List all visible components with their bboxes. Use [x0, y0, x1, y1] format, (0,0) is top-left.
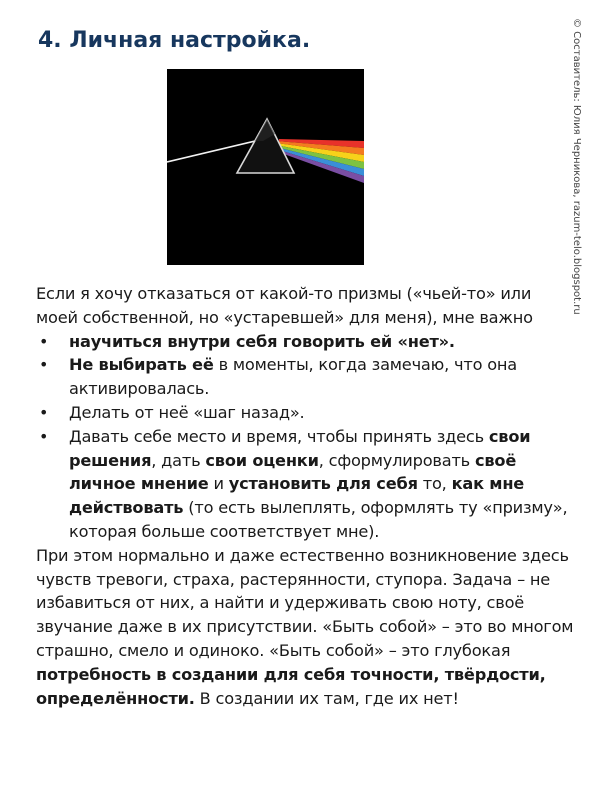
- bold-phrase: научиться внутри себя говорить ей «нет».: [69, 331, 455, 351]
- bold-phrase: свои решения: [69, 426, 531, 470]
- text-span: , дать: [151, 450, 206, 470]
- prism-image: [167, 69, 364, 265]
- text-span: , сформулировать: [318, 450, 475, 470]
- bold-phrase: своё личное мнение: [69, 450, 517, 494]
- bold-phrase: потребность в создании для себя точности, твёрдости, определённости.: [36, 664, 546, 708]
- prism-light-spectrum-icon: [167, 69, 364, 265]
- text-span: в моменты, когда замечаю, что она активировалась.: [69, 355, 518, 399]
- list-item: [36, 401, 576, 425]
- text-span: В создании их там, где их нет!: [194, 688, 459, 708]
- main-text: [36, 282, 576, 710]
- bullet-list: [36, 330, 576, 544]
- intro-paragraph: Если я хочу отказаться от какой-то призмы («чьей-то» или моей собственной, но «устаревшей» для меня), мне важно: [36, 284, 533, 327]
- bold-phrase: как мне действовать: [69, 474, 525, 518]
- vertical-copyright-credit: © Составитель: Юлия Черникова, razum-telo.blogspot.ru: [571, 18, 582, 315]
- text-span: и: [208, 474, 229, 494]
- list-item: [36, 425, 576, 544]
- closing-paragraph: [36, 544, 576, 711]
- text-span: Давать себе место и время, чтобы принять здесь: [69, 426, 489, 446]
- page-title: 4. Личная настройка.: [38, 28, 311, 53]
- text-span: (то есть вылеплять, оформлять ту «призму», которая больше соответствует мне).: [69, 498, 568, 541]
- bold-phrase: установить для себя: [228, 474, 418, 494]
- bold-phrase: Не выбирать её: [69, 355, 214, 375]
- list-item: [36, 353, 576, 401]
- text-span: то,: [417, 474, 452, 494]
- list-item: [36, 330, 576, 354]
- text-span: Делать от неё «шаг назад».: [69, 402, 305, 422]
- text-span: При этом нормально и даже естественно возникновение здесь чувств тревоги, страха, растерянности, ступора. Задача – не избавиться от них, а найти и удерживать свою ноту, своё звучание даже в их присутствии. «Быть собой» – это во многом страшно, смело и одиноко. «Быть собой» – это глубокая: [36, 545, 574, 660]
- bold-phrase: свои оценки: [205, 450, 319, 470]
